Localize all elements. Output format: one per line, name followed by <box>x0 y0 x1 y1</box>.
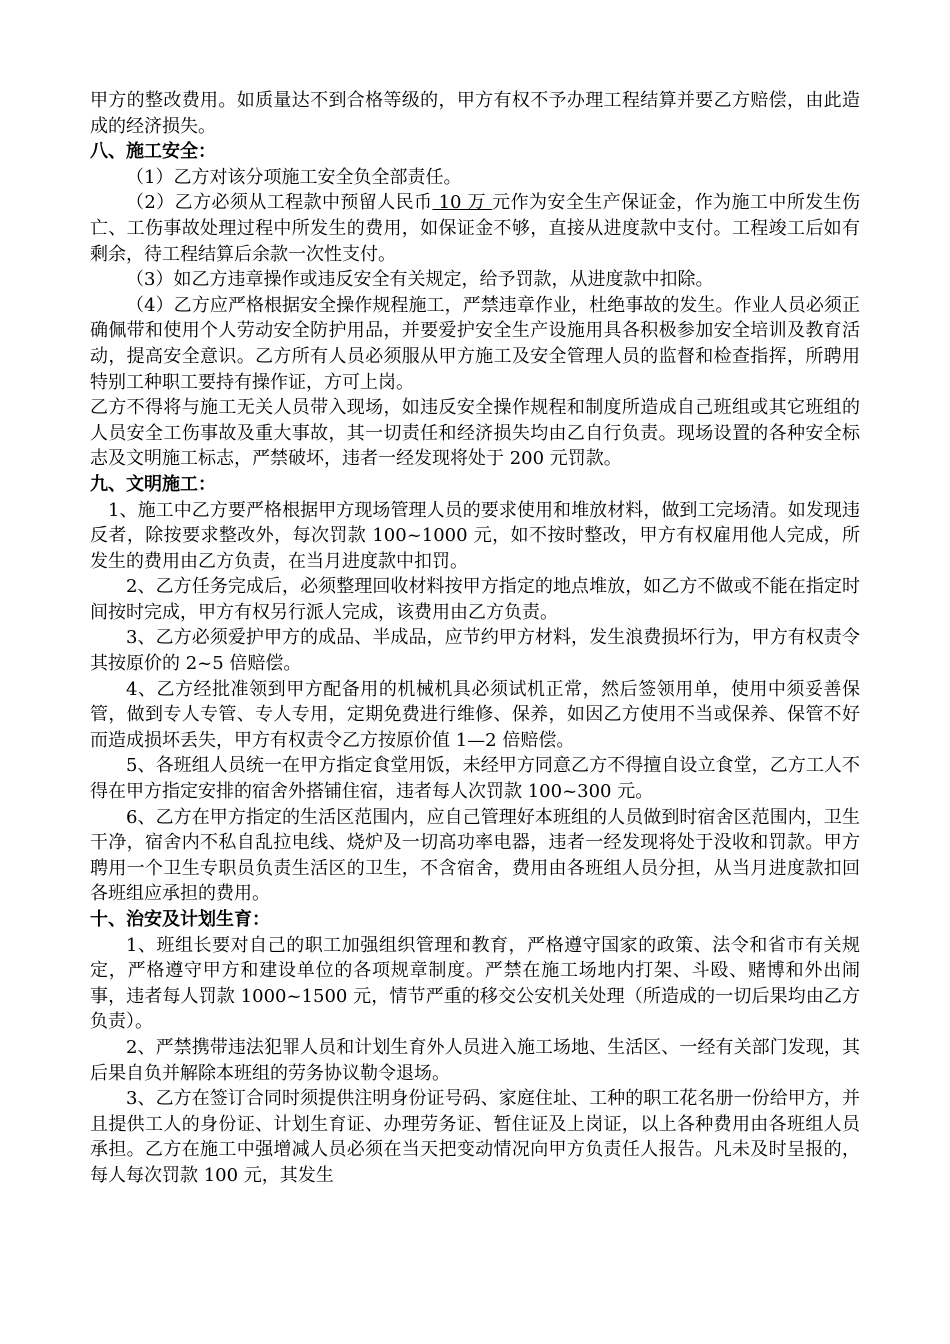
paragraph <box>90 190 860 267</box>
paragraph: 乙方不得将与施工无关人员带入现场，如违反安全操作规程和制度所造成自己班组或其它班组的人员安全工伤事故及重大事故，其一切责任和经济损失均由乙自行负责。现场设置的各种安全标志及文明施工标志，严禁破坏，违者一经发现将处于 200 元罚款。 <box>90 397 860 470</box>
deposit-amount: 10 万 <box>432 192 493 214</box>
paragraph: （1）乙方对该分项施工安全负全部责任。 <box>126 166 462 188</box>
paragraph: 甲方的整改费用。如质量达不到合格等级的，甲方有权不予办理工程结算并要乙方赔偿，由此造成的经济损失。 <box>90 90 860 137</box>
paragraph: 6、乙方在甲方指定的生活区范围内，应自己管理好本班组的人员做到时宿舍区范围内，卫生干净，宿舍内不私自乱拉电线、烧炉及一切高功率电器，违者一经发现将处于没收和罚款。甲方聘用一个卫生专职员负责生活区的卫生，不含宿舍，费用由各班组人员分担，从当月进度款扣回各班组应承担的费用。 <box>90 806 860 905</box>
paragraph: 3、乙方在签订合同时须提供注明身份证号码、家庭住址、工种的职工花名册一份给甲方，并且提供工人的身份证、计划生育证、办理劳务证、暂住证及上岗证，以上各种费用由各班组人员承担。乙方在施工中强增减人员必须在当天把变动情况向甲方负责任人报告。凡未及时呈报的，每人每次罚款 100 元，其发生 <box>90 1088 860 1186</box>
paragraph: 2、乙方任务完成后，必须整理回收材料按甲方指定的地点堆放，如乙方不做或不能在指定时间按时完成，甲方有权另行派人完成，该费用由乙方负责。 <box>90 576 860 623</box>
paragraph: 5、各班组人员统一在甲方指定食堂用饭，未经甲方同意乙方不得擅自设立食堂，乙方工人不得在甲方指定安排的宿舍外搭铺住宿，违者每人次罚款 100~300 元。 <box>90 755 860 803</box>
paragraph: 1、施工中乙方要严格根据甲方现场管理人员的要求使用和堆放材料，做到工完场清。如发现违反者，除按要求整改外，每次罚款 100~1000 元，如不按时整改，甲方有权雇用他人完成，所发生的费用由乙方负责，在当月进度款中扣罚。 <box>90 499 860 572</box>
text-run: （2）乙方必须从工程款中预留人民币 <box>126 192 433 214</box>
section-heading-10: 十、治安及计划生育： <box>90 909 270 930</box>
paragraph: 4、乙方经批准领到甲方配备用的机械机具必须试机正常，然后签领用单，使用中须妥善保管，做到专人专管、专人专用，定期免费进行维修、保养，如因乙方使用不当或保养、保管不好而造成损坏丢失，甲方有权责令乙方按原价值 1—2 倍赔偿。 <box>90 678 860 751</box>
paragraph: 3、乙方必须爱护甲方的成品、半成品，应节约甲方材料，发生浪费损坏行为，甲方有权责令其按原价的 2~5 倍赔偿。 <box>90 627 860 675</box>
paragraph: 2、严禁携带违法犯罪人员和计划生育外人员进入施工场地、生活区、一经有关部门发现，其后果自负并解除本班组的劳务协议勒令退场。 <box>90 1036 860 1084</box>
document-page <box>90 88 860 1189</box>
text-run: 元作为安全生产保证金，作为施工中所发生伤亡、工伤事故处理过程中所发生的费用，如保证金不够，直接从进度款中支付。工程竣工后如有剩余，待工程结算后余款一次性支付。 <box>90 192 860 265</box>
paragraph: （3）如乙方违章操作或违反安全有关规定，给予罚款，从进度款中扣除。 <box>126 269 714 291</box>
section-heading-8: 八、施工安全： <box>90 141 216 163</box>
section-heading-9: 九、文明施工： <box>90 473 216 495</box>
paragraph: 1、班组长要对自己的职工加强组织管理和教育，严格遵守国家的政策、法令和省市有关规定，严格遵守甲方和建设单位的各项规章制度。严禁在施工场地内打架、斗殴、赌博和外出闹事，违者每人罚款 1000~1500 元，情节严重的移交公安机关处理（所造成的一切后果均由乙方负责）。 <box>90 934 860 1033</box>
paragraph: （4）乙方应严格根据安全操作规程施工，严禁违章作业，杜绝事故的发生。作业人员必须正确佩带和使用个人劳动安全防护用品，并要爱护安全生产设施用具各积极参加安全培训及教育活动，提高安全意识。乙方所有人员必须服从甲方施工及安全管理人员的监督和检查指挥，所聘用特别工种职工要持有操作证，方可上岗。 <box>90 294 860 393</box>
